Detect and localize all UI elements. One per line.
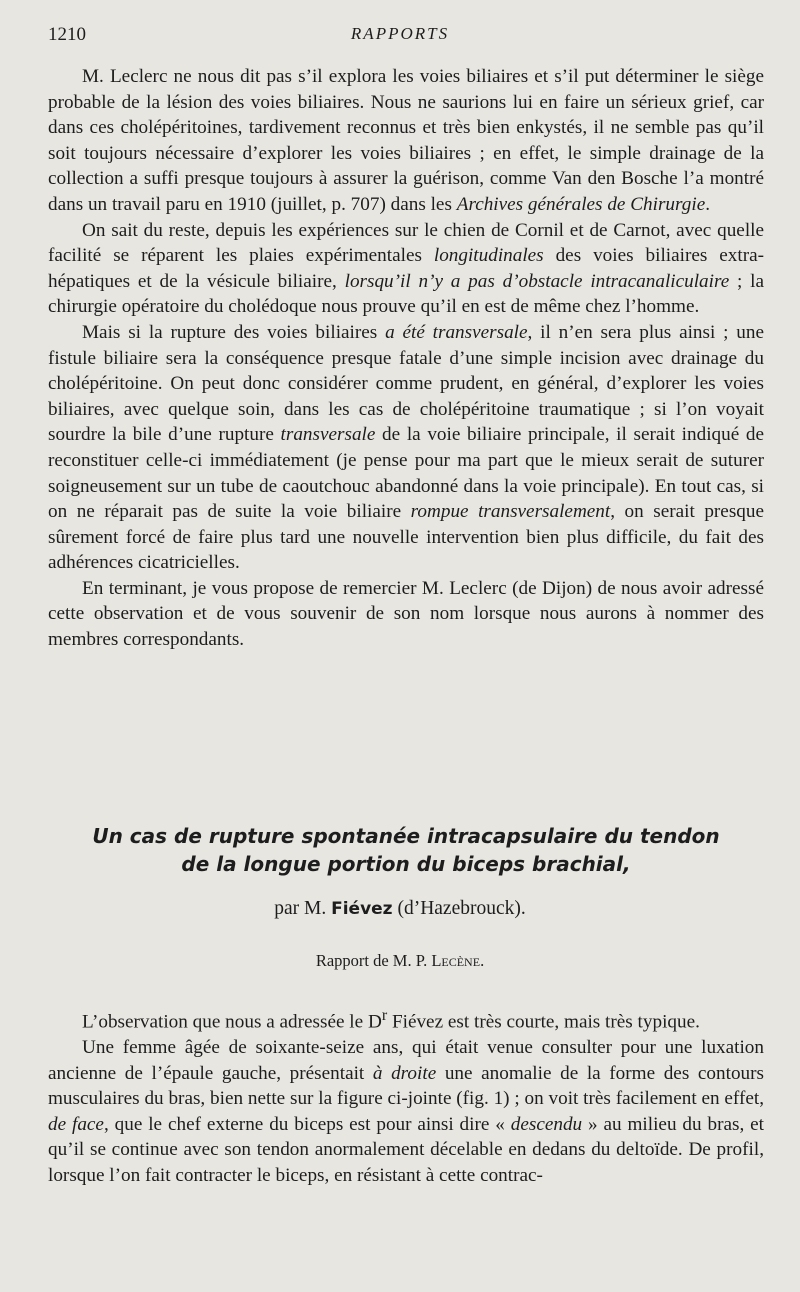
- journal-title: Archives générales de Chirurgie: [456, 193, 706, 215]
- paragraph: [48, 1003, 764, 1035]
- paragraph: En terminant, je vous propose de remercier M. Leclerc (de Dijon) de nous avoir adressé cette observation et de vous souvenir de son nom lorsque nous aurons à nommer des membres correspondants.: [48, 577, 764, 651]
- report-line: [0, 951, 800, 971]
- text: ; la chirurgie opératoire du cholédoque nous prouve qu’il en est de même chez l’homme.: [48, 270, 765, 318]
- text: » au milieu du bras, et qu’il se continue avec son tendon anormalement décelable en dedans du deltoïde. De profil, lorsque l’on fait contracter le biceps, en résistant à cette contrac-: [48, 1113, 764, 1186]
- text: de la voie biliaire principale, il serait indiqué de reconstituer celle-ci immédiatement (je pense pour ma part que le mieux serait de suturer soigneusement sur un tube de caoutchouc abandonné dans la voie principale). En tout cas, si on ne réparait pas de suite la voie biliaire: [48, 424, 764, 523]
- text: Une femme âgée de soixante-seize ans, qui était venue consulter pour une luxation ancienne de l’épaule gauche, présentait: [48, 1036, 764, 1084]
- report-suffix: .: [480, 951, 485, 970]
- emphasis: a été transversale: [385, 321, 528, 343]
- report-body: [48, 64, 764, 653]
- byline: [0, 898, 800, 920]
- emphasis: de face: [48, 1113, 104, 1135]
- running-head: RAPPORTS: [350, 24, 450, 43]
- author-name: Fiévez: [331, 899, 393, 919]
- emphasis: à droite: [372, 1062, 437, 1084]
- paragraph: [48, 218, 764, 320]
- text: Fiévez est très courte, mais très typique.: [387, 1011, 700, 1033]
- text: Mais si la rupture des voies biliaires: [82, 321, 386, 343]
- emphasis: transversale: [280, 424, 376, 446]
- text: une anomalie de la forme des contours musculaires du bras, bien nette sur la figure ci-jointe (fig. 1) ; on voit très facilement en effet,: [48, 1062, 764, 1110]
- text: On sait du reste, depuis les expériences sur le chien de Cornil et de Carnot, avec quelle facilité se réparent les plaies expérimentales: [48, 219, 764, 267]
- reporter-name: Lecène: [431, 951, 481, 970]
- paragraph: [48, 64, 764, 218]
- emphasis: descendu: [510, 1113, 583, 1135]
- text: .: [705, 193, 711, 215]
- emphasis: rompue transversalement: [410, 501, 611, 523]
- author-place: (d’Hazebrouck).: [392, 898, 526, 919]
- page-number: 1210: [48, 24, 86, 45]
- report-prefix: Rapport de M. P.: [315, 951, 432, 970]
- text: , il n’en sera plus ainsi ; une fistule biliaire sera la conséquence presque fatale d’une simple incision avec drainage du cholépéritoine. On peut donc considérer comme prudent, en général, d’explorer les voies biliaires, avec quelque soin, dans les cas de cholépéritoine traumatique ; si l’on voyait sourdre la bile d’une rupture: [48, 321, 764, 446]
- article-body: [48, 1003, 764, 1189]
- text: , que le chef externe du biceps est pour ainsi dire «: [103, 1113, 511, 1135]
- byline-prefix: par M.: [274, 898, 332, 919]
- text: M. Leclerc ne nous dit pas s’il explora les voies biliaires et s’il put déterminer le siège probable de la lésion des voies biliaires. Nous ne saurions lui en faire un sérieux grief, car dans ces cholépéritoines, tardivement reconnus et très bien enkystés, il ne semble pas qu’il soit toujours nécessaire d’explorer les voies biliaires ; en effet, le simple drainage de la collection a suffi presque toujours à assurer la guérison, comme Van den Bosche l’a montré dans un travail paru en 1910 (juillet, p. 707) dans les: [48, 66, 764, 215]
- title-line: de la longue portion du biceps brachial,: [181, 852, 631, 876]
- title-line: Un cas de rupture spontanée intracapsulaire du tendon: [92, 824, 720, 848]
- text: des voies biliaires extra-hépatiques et de la vésicule biliaire,: [48, 245, 764, 292]
- superscript: r: [381, 1007, 388, 1024]
- page-header: [48, 24, 752, 54]
- emphasis: lorsqu’il n’y a pas d’obstacle intracanaliculaire: [344, 270, 730, 292]
- article-title: [48, 822, 764, 878]
- text: , on serait presque sûrement forcé de faire plus tard une nouvelle intervention bien plus difficile, du fait des adhérences cicatricielles.: [48, 501, 764, 574]
- paragraph: [48, 1035, 764, 1189]
- paragraph: [48, 320, 764, 576]
- emphasis: longitudinales: [433, 245, 544, 267]
- text: L’observation que nous a adressée le D: [82, 1011, 382, 1033]
